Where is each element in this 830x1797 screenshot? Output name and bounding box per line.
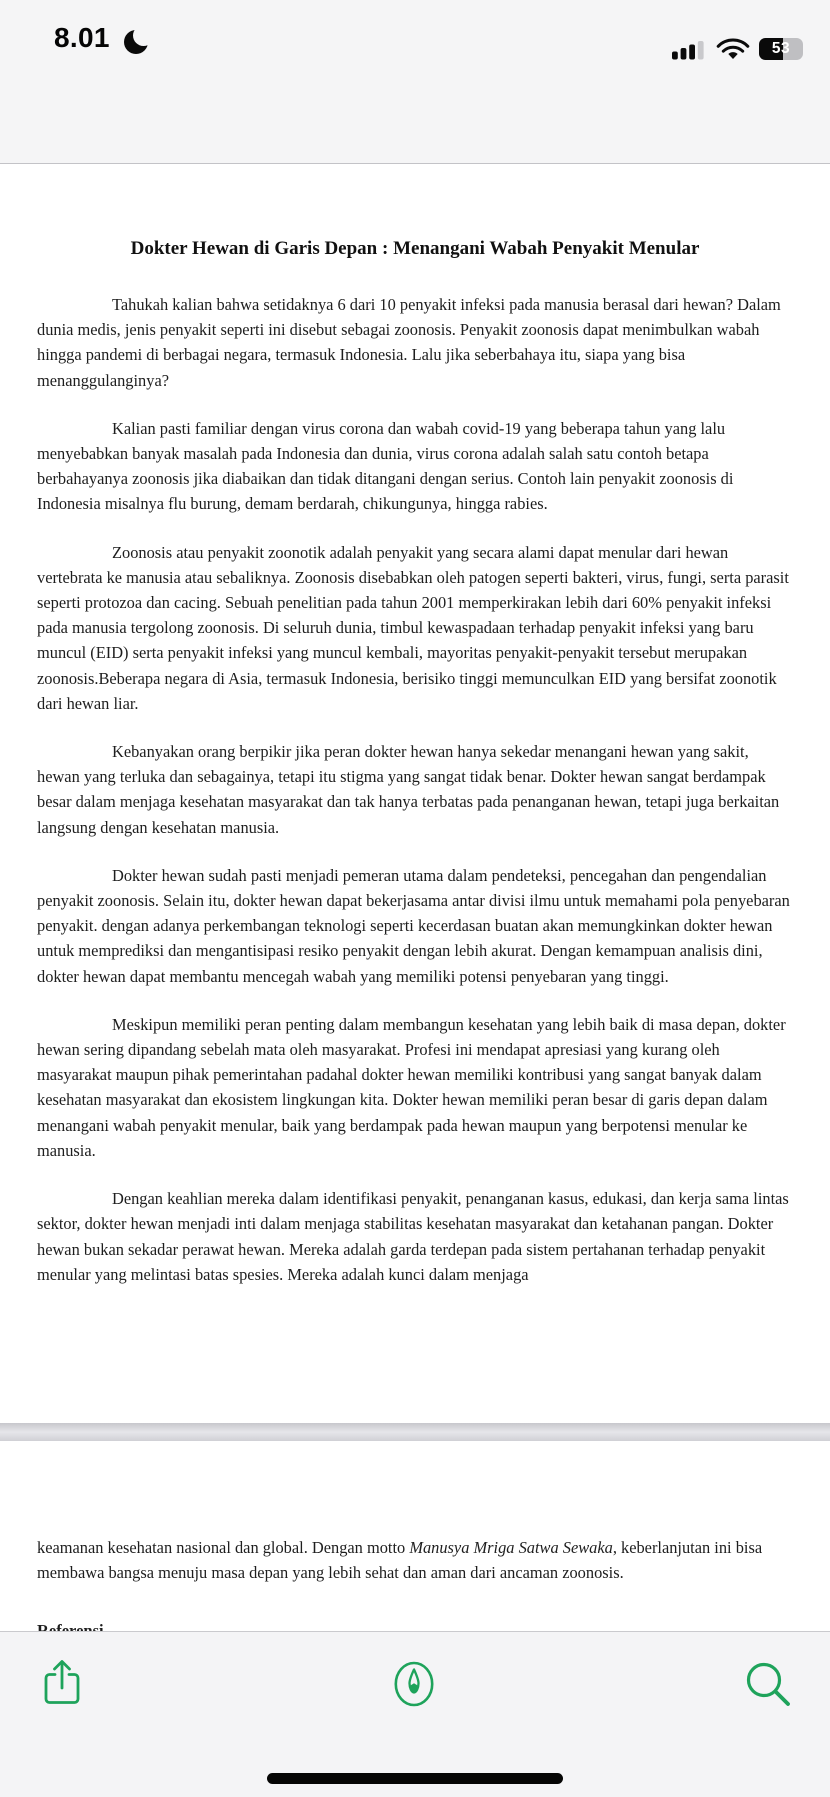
search-icon	[742, 1658, 794, 1710]
status-time: 8.01	[54, 22, 110, 53]
paragraph-continuation: keamanan kesehatan nasional dan global. Dengan motto Manusya Mriga Satwa Sewaka, keberlanjutan ini bisa membawa bangsa menuju masa depan yang lebih sehat dan aman dari ancaman zoonosis.	[37, 1538, 763, 1583]
document-page-2[interactable]	[0, 1441, 830, 1641]
motto-italic: Manusya Mriga Satwa Sewaka	[409, 1538, 613, 1557]
paragraph: Dengan keahlian mereka dalam identifikasi penyakit, penanganan kasus, edukasi, dan kerja sama lintas sektor, dokter hewan menjadi inti dalam menjaga stabilitas kesehatan masyarakat dan ketahanan pangan. Dokter hewan bukan sekadar perawat hewan. Mereka adalah garda terdepan pada sistem pertahanan terhadap penyakit menular yang melintasi batas spesies. Mereka adalah kunci dalam menjaga	[37, 1189, 789, 1284]
search-button[interactable]	[742, 1658, 794, 1710]
paragraph: Tahukah kalian bahwa setidaknya 6 dari 10 penyakit infeksi pada manusia berasal dari hewan? Dalam dunia medis, jenis penyakit seperti ini disebut sebagai zoonosis. Penyakit zoonosis dapat menimbulkan wabah hingga pandemi di berbagai negara, termasuk Indonesia. Lalu jika seberbahaya itu, siapa yang bisa menanggulanginya?	[37, 295, 781, 390]
battery-icon	[759, 38, 799, 60]
header-bar	[0, 0, 830, 164]
paragraph: Kalian pasti familiar dengan virus corona dan wabah covid-19 yang beberapa tahun yang lalu menyebabkan banyak masalah pada Indonesia dan dunia, virus corona adalah salah satu contoh betapa berbahayanya zoonosis jika diabaikan dan tidak ditangani dengan serius. Contoh lain penyakit zoonosis di Indonesia misalnya flu burung, demam berdarah, chikungunya, hingga rabies.	[37, 418, 734, 514]
paragraph: Dokter hewan sudah pasti menjadi pemeran utama dalam pendeteksi, pencegahan dan pengendalian penyakit zoonosis. Selain itu, dokter hewan dapat bekerjasama antar divisi ilmu untuk memahami pola penyebaran penyakit. dengan adanya perkembangan teknologi seperti kecerdasan buatan akan memungkinkan dokter hewan untuk memprediksi dan mengantisipasi resiko penyakit dengan lebih akurat. Dengan kemampuan analisis dini, dokter hewan dapat membantu mencegah wabah yang memiliki potensi penyebaran yang tinggi.	[37, 865, 790, 986]
document-title: Dokter Hewan di Garis Depan : Menangani Wabah Penyakit Menular	[130, 238, 700, 259]
share-icon	[40, 1658, 84, 1708]
home-indicator[interactable]	[267, 1773, 563, 1784]
paragraph: Meskipun memiliki peran penting dalam membangun kesehatan yang lebih baik di masa depan, dokter hewan sering dipandang sebelah mata oleh masyarakat. Profesi ini mendapat apresiasi yang kurang oleh masyarakat maupun pihak pemerintahan padahal dokter hewan memiliki kontribusi yang sangat banyak dalam kesehatan masyarakat dan ekosistem lingkungan kita. Dokter hewan memiliki peran besar di garis depan dalam menangani wabah penyakit menular, baik yang berdampak pada hewan maupun yang berpotensi menular ke manusia.	[37, 1014, 786, 1160]
paragraph: Zoonosis atau penyakit zoonotik adalah penyakit yang secara alami dapat menular dari hewan vertebrata ke manusia atau sebaliknya. Zoonosis disebabkan oleh patogen seperti bakteri, virus, fungi, serta parasit seperti protozoa dan cacing. Sebuah penelitian pada tahun 2001 memperkirakan lebih dari 60% penyakit infeksi pada manusia tergolong zoonosis. Di seluruh dunia, timbul kewaspadaan terhadap penyakit infeksi yang baru muncul (EID) serta penyakit infeksi yang muncul kembali, mayoritas penyakit-penyakit tersebut merupakan zoonosis.Beberapa negara di Asia, termasuk Indonesia, berisiko tinggi memunculkan EID yang bersifat zoonotik dari hewan liar.	[37, 542, 789, 713]
document-page-1[interactable]	[0, 164, 830, 1423]
cellular-signal-icon	[671, 37, 707, 61]
bottom-toolbar	[0, 1631, 830, 1797]
markup-button[interactable]	[391, 1661, 437, 1707]
wifi-icon	[716, 37, 750, 61]
crescent-moon-icon	[124, 29, 151, 56]
paragraph: Kebanyakan orang berpikir jika peran dokter hewan hanya sekedar menangani hewan yang sakit, hewan yang terluka dan sebagainya, tetapi itu stigma yang sangat tidak benar. Dokter hewan sangat berdampak besar dalam menjaga kesehatan masyarakat dan tak hanya terbatas pada penanganan hewan, tetapi juga berkaitan langsung dengan kesehatan manusia.	[37, 742, 780, 837]
page-separator	[0, 1423, 830, 1441]
markup-pen-icon	[391, 1661, 437, 1707]
status-icons	[671, 37, 799, 61]
battery-percent: 53	[771, 40, 791, 57]
share-button[interactable]	[40, 1658, 84, 1708]
